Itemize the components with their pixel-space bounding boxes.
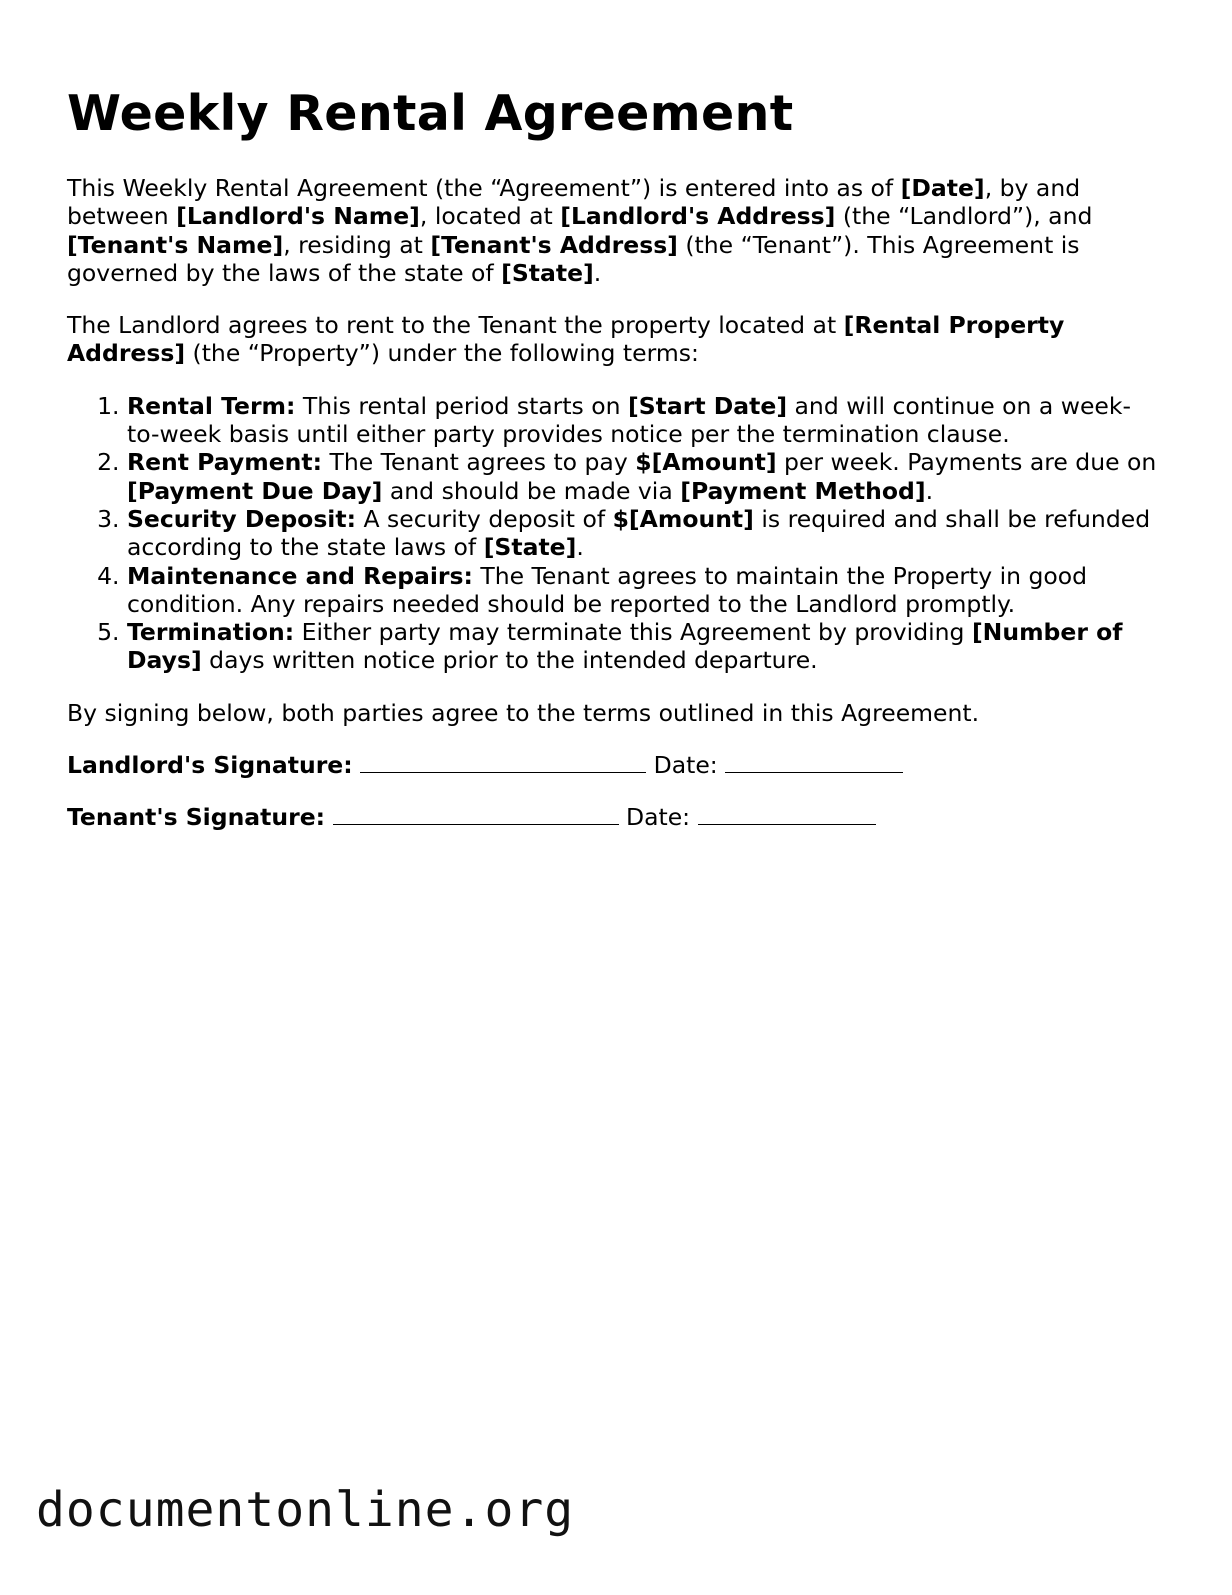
tenant-signature-label: Tenant's Signature: — [67, 803, 326, 832]
landlord-name-placeholder: [Landlord's Name] — [176, 202, 420, 231]
term-label: Maintenance and Repairs: — [127, 561, 473, 590]
term-maintenance — [127, 562, 1157, 619]
property-paragraph — [67, 311, 1157, 368]
term-label: Security Deposit: — [127, 504, 356, 533]
intro-text: , residing at — [283, 230, 431, 259]
term-rental-term — [127, 392, 1157, 449]
term-text: is required and shall be refunded according to the state laws of — [127, 504, 1151, 562]
landlord-address-placeholder: [Landlord's Address] — [560, 202, 836, 231]
intro-text: , located at — [419, 202, 561, 231]
watermark: documentonline.org — [36, 1482, 575, 1538]
state-placeholder: [State] — [483, 533, 577, 562]
closing-statement: By signing below, both parties agree to the terms outlined in this Agreement. — [67, 698, 980, 727]
term-text: This rental period starts on — [295, 391, 629, 420]
document-title: Weekly Rental Agreement — [67, 85, 794, 142]
term-rent-payment — [127, 448, 1157, 505]
intro-text: . — [593, 258, 602, 287]
term-text: per week. Payments are due on — [776, 448, 1157, 477]
tenant-address-placeholder: [Tenant's Address] — [430, 230, 678, 259]
tenant-name-placeholder: [Tenant's Name] — [67, 230, 284, 259]
term-security-deposit — [127, 505, 1157, 562]
state-placeholder: [State] — [501, 258, 594, 287]
term-text: days written notice prior to the intended departure. — [201, 646, 818, 675]
property-text: The Landlord agrees to rent to the Tenant the property located at — [67, 311, 844, 340]
term-termination — [127, 618, 1157, 675]
landlord-signature-label: Landlord's Signature: — [67, 751, 353, 780]
term-text: Either party may terminate this Agreement by providing — [294, 618, 972, 647]
property-text: (the “Property”) under the following terms: — [185, 339, 699, 368]
term-text: A security deposit of — [356, 504, 613, 533]
intro-text: This Weekly Rental Agreement (the “Agreement”) is entered into as of — [67, 174, 901, 202]
deposit-amount-placeholder: $[Amount] — [612, 504, 754, 533]
number-of-days-placeholder: [Number of Days] — [127, 618, 1123, 675]
term-text: The Tenant agrees to pay — [322, 448, 636, 477]
tenant-signature-line[interactable] — [333, 804, 619, 825]
start-date-placeholder: [Start Date] — [628, 391, 788, 420]
date-label: Date: — [626, 803, 691, 832]
term-text: and will continue on a week-to-week basis until either party provides notice per the termination clause. — [127, 391, 1131, 449]
tenant-date-line[interactable] — [698, 804, 876, 825]
payment-due-day-placeholder: [Payment Due Day] — [127, 476, 383, 505]
intro-text: (the “Landlord”), and — [835, 202, 1093, 231]
landlord-signature-row — [67, 751, 1157, 779]
payment-method-placeholder: [Payment Method] — [680, 476, 926, 505]
term-text: The Tenant agrees to maintain the Property in good condition. Any repairs needed should be reported to the Landlord promptly. — [127, 561, 1088, 618]
term-label: Termination: — [127, 618, 295, 647]
term-text: and should be made via — [382, 476, 681, 505]
terms-list — [67, 392, 1157, 675]
intro-text: (the “Tenant”). This Agreement is governed by the laws of the state of — [67, 230, 1080, 287]
rental-property-address-placeholder: [Rental Property Address] — [67, 311, 1065, 368]
landlord-date-line[interactable] — [725, 752, 903, 773]
date-placeholder: [Date] — [900, 174, 985, 202]
term-label: Rent Payment: — [127, 448, 323, 477]
intro-paragraph — [67, 174, 1157, 287]
landlord-signature-line[interactable] — [360, 752, 646, 773]
date-label: Date: — [653, 751, 718, 780]
document-page — [67, 80, 1157, 832]
intro-text: , by and between — [67, 174, 1081, 231]
tenant-signature-row — [67, 803, 1157, 831]
amount-placeholder: $[Amount] — [635, 448, 777, 477]
term-text: . — [576, 533, 584, 562]
term-text: . — [925, 476, 934, 505]
term-label: Rental Term: — [127, 391, 296, 420]
